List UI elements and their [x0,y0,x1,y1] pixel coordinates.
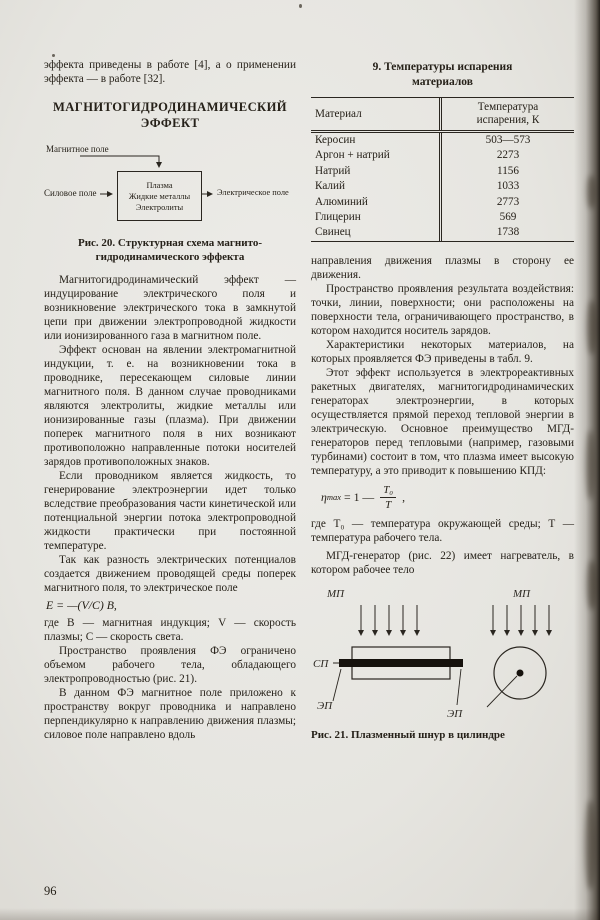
cell-temperature: 503—573 [439,133,574,148]
fraction-numerator: T₀ [380,484,396,498]
paragraph: Пространство проявления ФЭ ограничено объемом рабочего тела, обладающего электропроводностью (рис. 21). [44,645,296,685]
fraction-denominator: T [385,498,392,511]
magnetic-field-arrows-right [493,605,549,635]
table-row [311,179,574,194]
formula-mid: = 1 — [341,489,378,504]
scan-speck [299,4,302,8]
paragraph: Пространство проявления результата воздействия: точки, линии, поверхности; они расположены на поверхности тела, ограничивающего пространство, в котором находится носитель зарядов. [311,282,574,337]
paragraph: В данном ФЭ магнитное поле приложено к пространству вокруг проводника и направлено перпендикулярно к направлению движения плазмы; силовое поле направлено вдоль [44,687,296,741]
cell-temperature: 569 [439,210,574,225]
scan-artifact [585,800,596,890]
cell-temperature: 1033 [439,179,574,194]
scan-speck [52,54,55,57]
label-mp-left: МП [327,587,345,600]
label-ep-right: ЭП [447,707,463,720]
working-media-box [117,171,202,221]
table-row [311,133,574,148]
cell-material: Натрий [315,164,351,177]
cell-material: Калий [315,180,345,193]
label-force-field: Силовое поле [44,188,97,198]
section-heading-line2: ЭФФЕКТ [140,116,200,130]
table-row [311,225,574,240]
paragraph-continuation: эффекта приведены в работе [4], а о применении эффекта — в работе [32]. [44,59,296,85]
label-mp-right: МП [513,587,531,600]
cell-temperature: 1156 [439,164,574,179]
column-header-material: Материал [315,108,362,120]
figure-20-diagram [44,141,296,233]
column-header-temperature-line2: испарения, К [476,114,540,126]
paragraph: Этот эффект используется в электрореактивных ракетных двигателях, магнитогидродинамических генераторах электроэнергии, в которых осуществляется прямой переход тепловой энергии в электрическую. Основное преимущество МГД-генераторов перед тепловыми (например, газовыми турбинами) состоит в том, что плазма имеет высокую температуру, а это приводит к повышению КПД: [311,366,574,477]
right-column [311,60,574,742]
formula-efficiency [321,484,574,511]
cell-material: Свинец [315,226,351,239]
box-line-plasma: Плазма [146,181,173,190]
section-heading [44,99,296,131]
scan-artifact [587,300,597,355]
cell-material: Алюминий [315,195,368,208]
paragraph: Характеристики некоторых материалов, на которых проявляется ФЭ приведены в табл. 9. [311,338,574,365]
electrode-lead-right [457,669,461,705]
label-electric-field: Электрическое поле [217,188,289,197]
box-line-liquid-metals: Жидкие металлы [128,192,191,201]
eta-subscript: max [326,492,342,503]
cell-material: Керосин [315,134,356,146]
label-magnetic-field: Магнитное поле [46,144,109,154]
fraction [380,484,396,511]
column-header-temperature-line1: Температура [477,101,539,113]
table-row [311,210,574,225]
cell-material: Глицерин [315,211,361,224]
paragraph: Если проводником является жидкость, то генерирование электроэнергии идет только вследствие преобразования части кинетической или потенциальной энергии потока электропроводной жидкости практически при постоянной температуре. [44,470,296,552]
magnetic-field-arrows-left [361,605,417,635]
paragraph: направления движения плазмы в сторону ее движения. [311,254,574,281]
label-ep-left: ЭП [317,699,333,712]
evaporation-table [311,97,574,242]
cell-material: Аргон + натрий [315,149,390,162]
plasma-cord-dot [517,669,524,676]
cell-temperature: 2773 [439,195,574,210]
figure-21-diagram [311,585,574,727]
cell-temperature: 2273 [439,148,574,163]
page-number: 96 [44,884,57,898]
scan-artifact [587,560,597,610]
column-header-temperature [439,98,574,130]
eta-symbol: η [321,489,327,504]
paragraph: где B — магнитная индукция; V — скорость плазмы; C — скорость света. [44,617,296,643]
scan-artifact [587,175,596,209]
table-title: 9. Температуры испарения материалов [372,61,513,88]
scan-bottom-shadow [0,908,600,920]
figure-21-caption: Рис. 21. Плазменный шнур в цилиндре [311,728,505,741]
magnetic-field-arrow [80,156,159,167]
figure-21-drawing [311,585,574,727]
table-row [311,148,574,163]
cell-temperature: 1738 [439,225,574,240]
plasma-cord [339,659,463,667]
paragraph: Эффект основан на явлении электромагнитной индукции, т. е. на возникновении тока в проводнике, пересекающем силовые линии магнитного поля. В данном случае проводниками являются электролиты, жидкие металлы или ионизированные газы (плазма). При движении поперек магнитного поля в них возникают противоположно направленные потоки носителей зарядов противоположных знаков. [44,344,296,468]
paragraph: где T₀ — температура окружающей среды; T — температура рабочего тела. [311,517,574,544]
scan-artifact [586,430,595,500]
electrode-lead-left [333,669,341,701]
label-sp: СП [313,657,329,670]
formula-tail: , [399,489,406,504]
left-column [44,58,296,742]
box-line-electrolytes: Электролиты [135,203,184,212]
paragraph: Магнитогидродинамический эффект — индуцирование электрического поля и возникновение электрического тока в замкнутой цепи при движении электропроводной жидкости или ионизированного газа в магнитном поле. [44,274,296,342]
section-heading-line1: МАГНИТОГИДРОДИНАМИЧЕСКИЙ [53,100,287,114]
table-header-row [311,98,574,133]
table-row [311,164,574,179]
table-row [311,195,574,210]
electrode-lead-section [487,676,517,707]
paragraph: МГД-генератор (рис. 22) имеет нагреватель, в котором рабочее тело [311,549,574,576]
paragraph: Так как разность электрических потенциалов создается движением проводящей среды поперек магнитного поля, то электрическое поле [44,554,296,594]
figure-20-caption: Рис. 20. Структурная схема магнито-гидродинамического эффекта [77,237,263,263]
formula-electric-field: E = —(V/C) B, [46,598,117,612]
